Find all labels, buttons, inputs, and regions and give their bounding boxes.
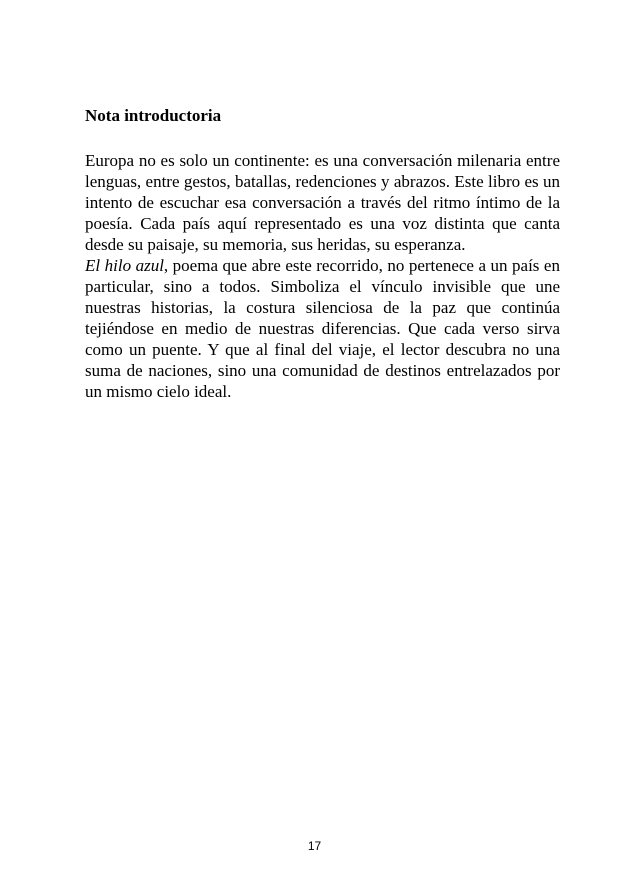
poem-title: El hilo azul [85,256,164,275]
paragraph-1: Europa no es solo un continente: es una conversación milenaria entre lenguas, entre gestos, batallas, redenciones y abrazos. Este libro es un intento de escuchar esa conversación a través del ritmo íntimo de la poesía. Cada país aquí representado es una voz distinta que canta desde su paisaje, su memoria, sus heridas, su esperanza. [85,151,560,254]
page-number: 17 [307,839,322,853]
paragraph-2-text: , poema que abre este recorrido, no pertenece a un país en particular, sino a todos. Simboliza el vínculo invisible que une nuestras historias, la costura silenciosa de la paz que continúa tejiéndose en medio de nuestras diferencias. Que cada verso sirva como un puente. Y que al final del viaje, el lector descubra no una suma de naciones, sino una comunidad de destinos entrelazados por un mismo cielo ideal. [85,256,560,401]
paragraph-2 [85,255,560,402]
section-title: Nota introductoria [85,106,222,125]
body-text [85,150,560,402]
